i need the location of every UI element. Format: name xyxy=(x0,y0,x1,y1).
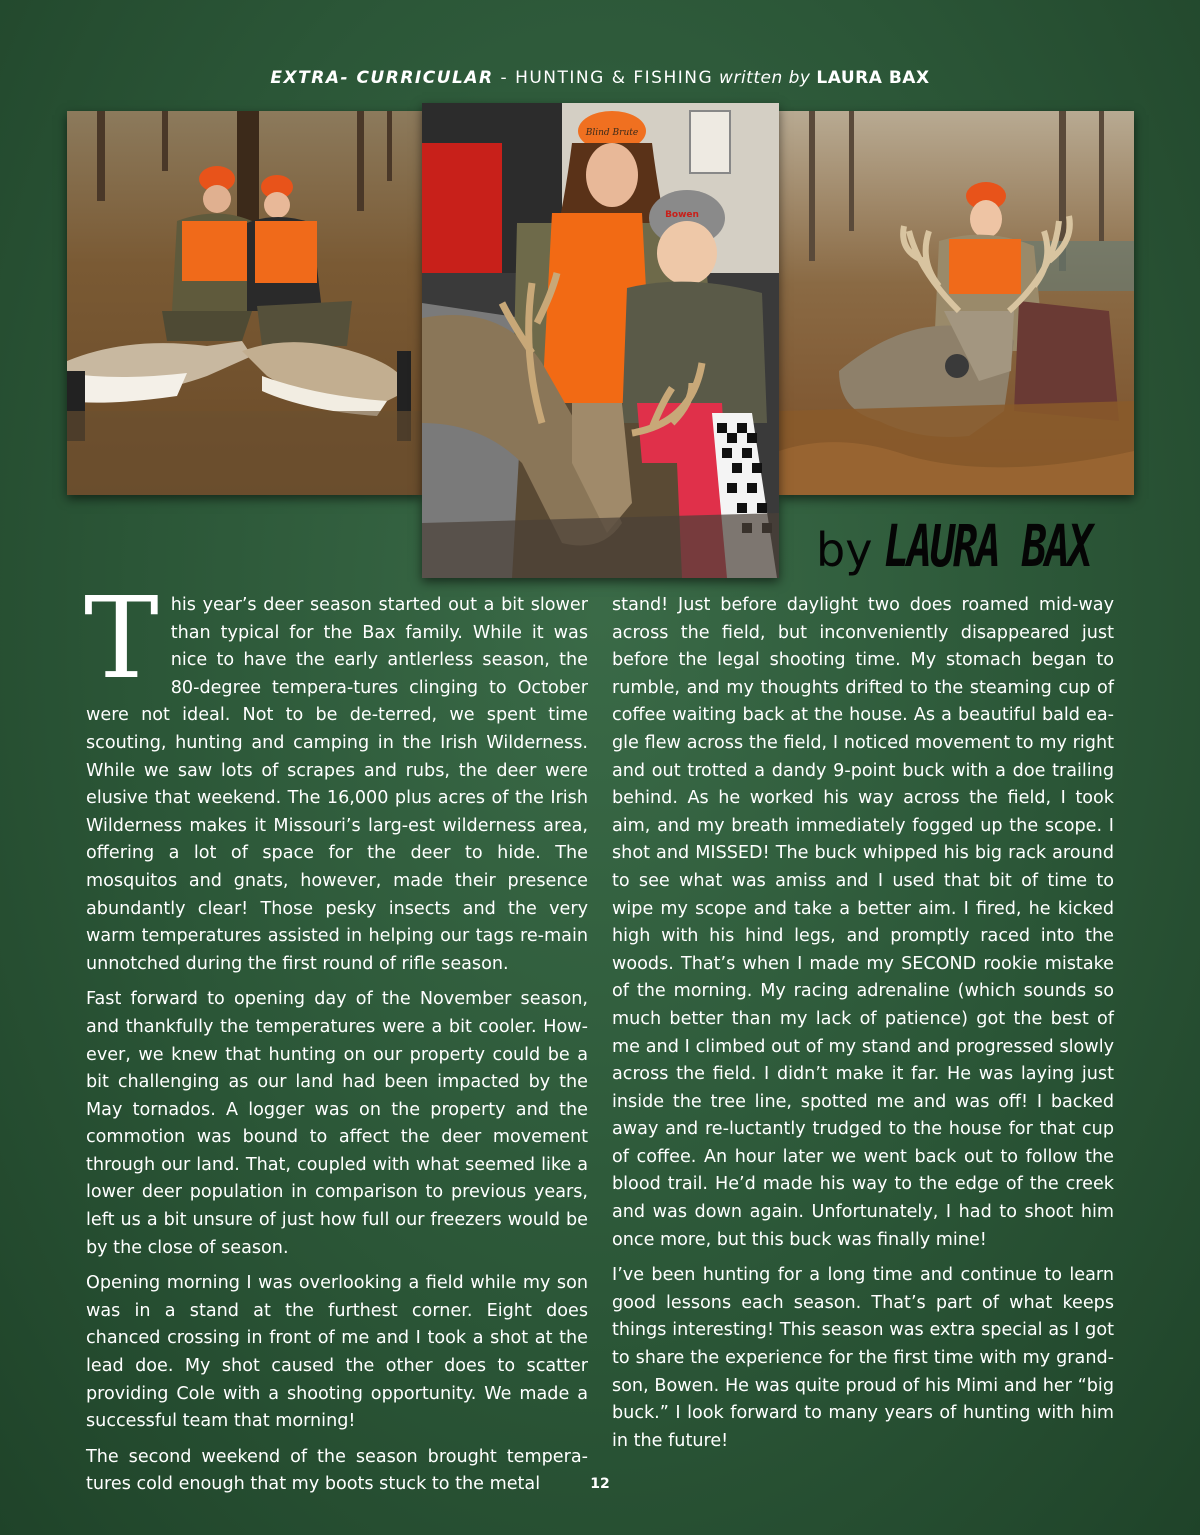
header-author: LAURA BAX xyxy=(816,68,930,88)
written-by-label: written by xyxy=(713,68,817,88)
byline-by: by xyxy=(816,523,873,577)
photo-woman-buck-woods xyxy=(779,111,1134,495)
article-paragraph xyxy=(84,574,588,978)
article-paragraph: I’ve been hunting for a long time and continue to learn good lessons each season. That’s part of what keeps things interesting! This season was extra special as I got to share the experience for the first time with my grand-son, Bowen. He was quite proud of his Mimi and her “big buck.” I look forward to many years of hunting with him in the future! xyxy=(612,1265,1114,1451)
beanie-name-text: Bowen xyxy=(665,210,699,220)
page-number: 12 xyxy=(590,1476,610,1492)
header-separator: - xyxy=(493,68,516,88)
paragraph-text: his year’s deer season started out a bit slower than typical for the Bax family. While it was nice to have the early antlerless season, the 80-degree tempera-tures clinging to October were not ideal. Not to be de-terred, we spent time scouting, hunting and camping in the Irish Wilderness. While we saw lots of scrapes and rubs, the deer were elusive that weekend. The 16,000 plus acres of the Irish Wilderness makes it Missouri’s larg-est wilderness area, offering a lot of space for the deer to hide. The mosquitos and gnats, however, made their presence abundantly clear! Those pesky insects and the very warm temperatures assisted in helping our tags re-main unnotched during the first round of rifle season. xyxy=(86,595,588,974)
photo-woman-grandson-buck xyxy=(422,103,779,578)
page-header xyxy=(0,68,1200,88)
author-byline xyxy=(816,512,1172,582)
article-paragraph: Fast forward to opening day of the November season, and thankfully the temperatures were a bit cooler. How-ever, we knew that hunting on our property could be a bit challenging as our land had been impacted by the May tornados. A logger was on the property and the commotion was bound to affect the deer movement through our land. That, coupled with what seemed like a lower deer population in comparison to previous years, left us a bit unsure of just how full our freezers would be by the close of season. xyxy=(86,989,588,1258)
section-title: EXTRA- CURRICULAR xyxy=(270,68,494,88)
article-paragraph: Opening morning I was overlooking a field while my son was in a stand at the furthest corner. Eight does chanced crossing in front of me and I took a shot at the lead doe. My shot caused the other does to scatter providing Cole with a shooting opportunity. We made a successful team that morning! xyxy=(86,1273,588,1432)
byline-author-name: LAURA BAX xyxy=(884,512,1092,580)
article-column-right xyxy=(612,592,1114,1463)
article-paragraph: The second weekend of the season brought tempera-tures cold enough that my boots stuck to the metal xyxy=(86,1446,588,1495)
category-title: HUNTING & FISHING xyxy=(515,68,714,88)
article-column-left xyxy=(84,574,588,1507)
photo-hunters-with-does xyxy=(67,111,422,495)
cap-logo-text: Blind Brute xyxy=(585,128,639,138)
drop-cap: T xyxy=(84,574,159,704)
article-paragraph: stand! Just before daylight two does roamed mid-way across the field, but inconveniently disappeared just before the legal shooting time. My stomach began to rumble, and my thoughts drifted to the steaming cup of coffee waiting back at the house. As a beautiful bald ea-gle flew across the field, I noticed movement to my right and out trotted a dandy 9-point buck with a doe trailing behind. As he worked his way across the field, I took aim, and my breath immediately fogged up the scope. I shot and MISSED! The buck whipped his big rack around to see what was amiss and I used that bit of time to wipe my scope and take a better aim. I fired, he kicked high with his hind legs, and promptly raced into the woods. That’s when I made my SECOND rookie mistake of the morning. My racing adrenaline (which sounds so much better than my lack of patience) got the best of me and I climbed out of my stand and progressed slowly across the field. I didn’t make it far. He was laying just inside the tree line, spotted me and was off! I backed away and re-luctantly trudged to the house for that cup of coffee. An hour later we went back out to follow the blood trail. He’d made his way to the edge of the creek and was down again. Unfortunately, I had to shoot him once more, but this buck was finally mine! xyxy=(612,595,1114,1250)
